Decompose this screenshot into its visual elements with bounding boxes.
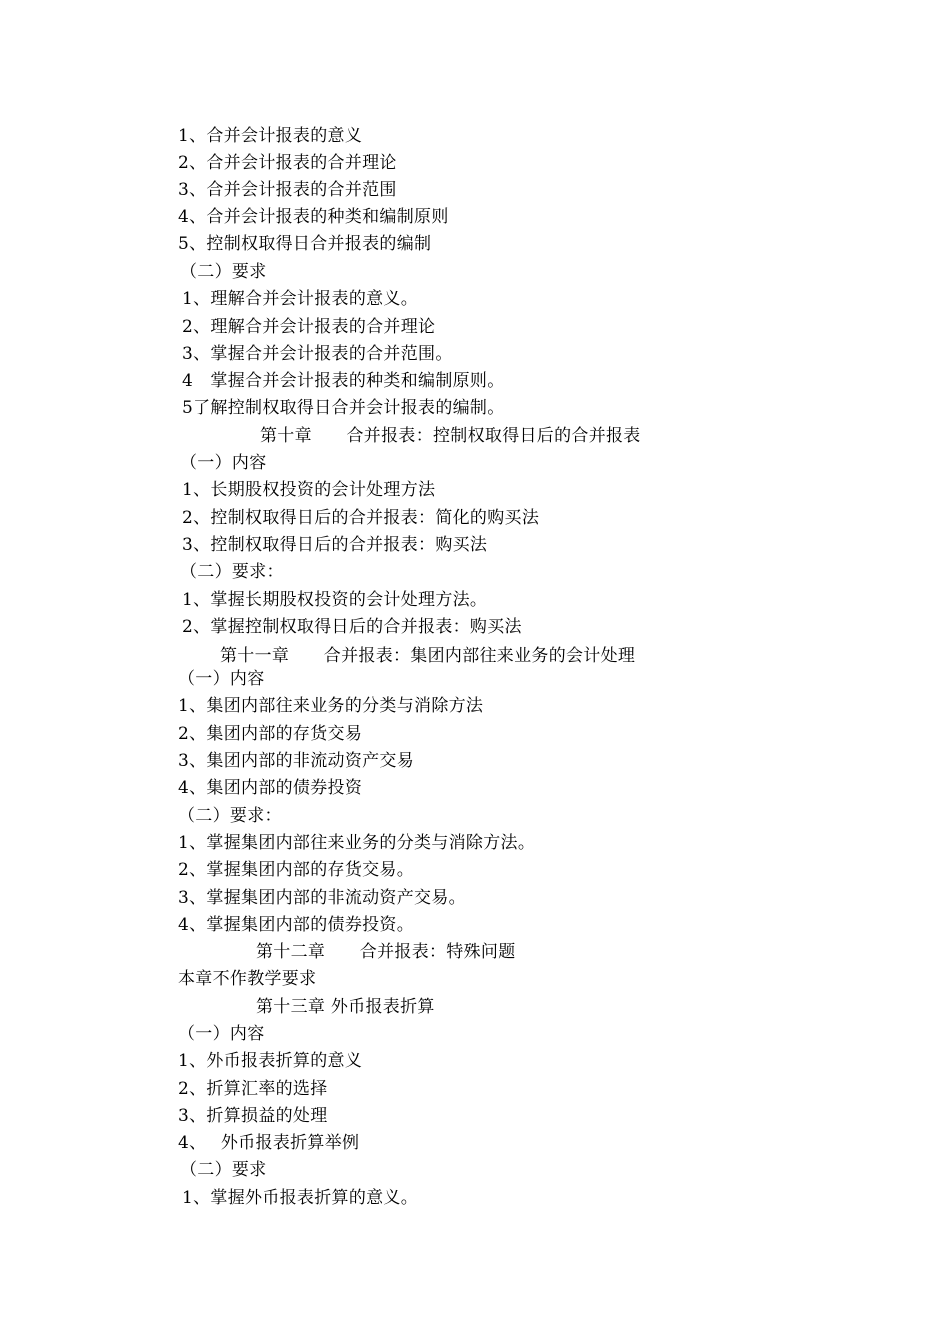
content-item: 1、合并会计报表的意义: [178, 126, 363, 146]
content-heading: （一）内容: [178, 1024, 265, 1044]
requirement-item: 1、理解合并会计报表的意义。: [182, 289, 419, 309]
content-item: 1、集团内部往来业务的分类与消除方法: [178, 696, 484, 716]
chapter-title: 第十三章 外币报表折算: [256, 997, 435, 1017]
content-item: 3、合并会计报表的合并范围: [178, 180, 397, 200]
content-item: 1、外币报表折算的意义: [178, 1051, 363, 1071]
content-item: 3、集团内部的非流动资产交易: [178, 751, 415, 771]
content-item: 4、合并会计报表的种类和编制原则: [178, 207, 449, 227]
content-item: 2、集团内部的存货交易: [178, 724, 363, 744]
content-heading: （一）内容: [180, 453, 267, 473]
content-item: 2、折算汇率的选择: [178, 1079, 328, 1099]
content-heading: （一）内容: [178, 669, 265, 689]
content-item: 4、集团内部的债券投资: [178, 778, 363, 798]
requirements-heading: （二）要求: [180, 1160, 267, 1180]
requirement-item: 3、掌握合并会计报表的合并范围。: [182, 344, 453, 364]
content-item: 3、折算损益的处理: [178, 1106, 328, 1126]
content-item: 2、合并会计报表的合并理论: [178, 153, 397, 173]
requirements-heading: （二）要求：: [180, 562, 284, 582]
content-item: 5、控制权取得日合并报表的编制: [178, 234, 432, 254]
chapter-title: 第十一章 合并报表：集团内部往来业务的会计处理: [220, 646, 636, 666]
requirement-item: 4 掌握合并会计报表的种类和编制原则。: [182, 371, 505, 391]
requirement-item: 2、掌握集团内部的存货交易。: [178, 860, 415, 880]
requirement-item: 1、掌握集团内部往来业务的分类与消除方法。: [178, 833, 536, 853]
content-item: 4、 外币报表折算举例: [178, 1133, 360, 1153]
requirement-item: 4、掌握集团内部的债券投资。: [178, 915, 415, 935]
requirement-item: 1、掌握长期股权投资的会计处理方法。: [182, 590, 488, 610]
requirement-item: 5了解控制权取得日合并会计报表的编制。: [182, 398, 505, 418]
chapter-note: 本章不作教学要求: [178, 969, 317, 989]
content-item: 3、控制权取得日后的合并报表：购买法: [182, 535, 488, 555]
requirement-item: 1、掌握外币报表折算的意义。: [182, 1188, 419, 1208]
requirements-heading: （二）要求：: [178, 806, 282, 826]
content-item: 2、控制权取得日后的合并报表：简化的购买法: [182, 508, 540, 528]
content-item: 1、长期股权投资的会计处理方法: [182, 480, 436, 500]
requirement-item: 2、理解合并会计报表的合并理论: [182, 317, 436, 337]
chapter-title: 第十章 合并报表：控制权取得日后的合并报表: [260, 426, 641, 446]
chapter-title: 第十二章 合并报表：特殊问题: [256, 942, 516, 962]
requirements-heading: （二）要求: [180, 262, 267, 282]
requirement-item: 3、掌握集团内部的非流动资产交易。: [178, 888, 466, 908]
requirement-item: 2、掌握控制权取得日后的合并报表：购买法: [182, 617, 522, 637]
